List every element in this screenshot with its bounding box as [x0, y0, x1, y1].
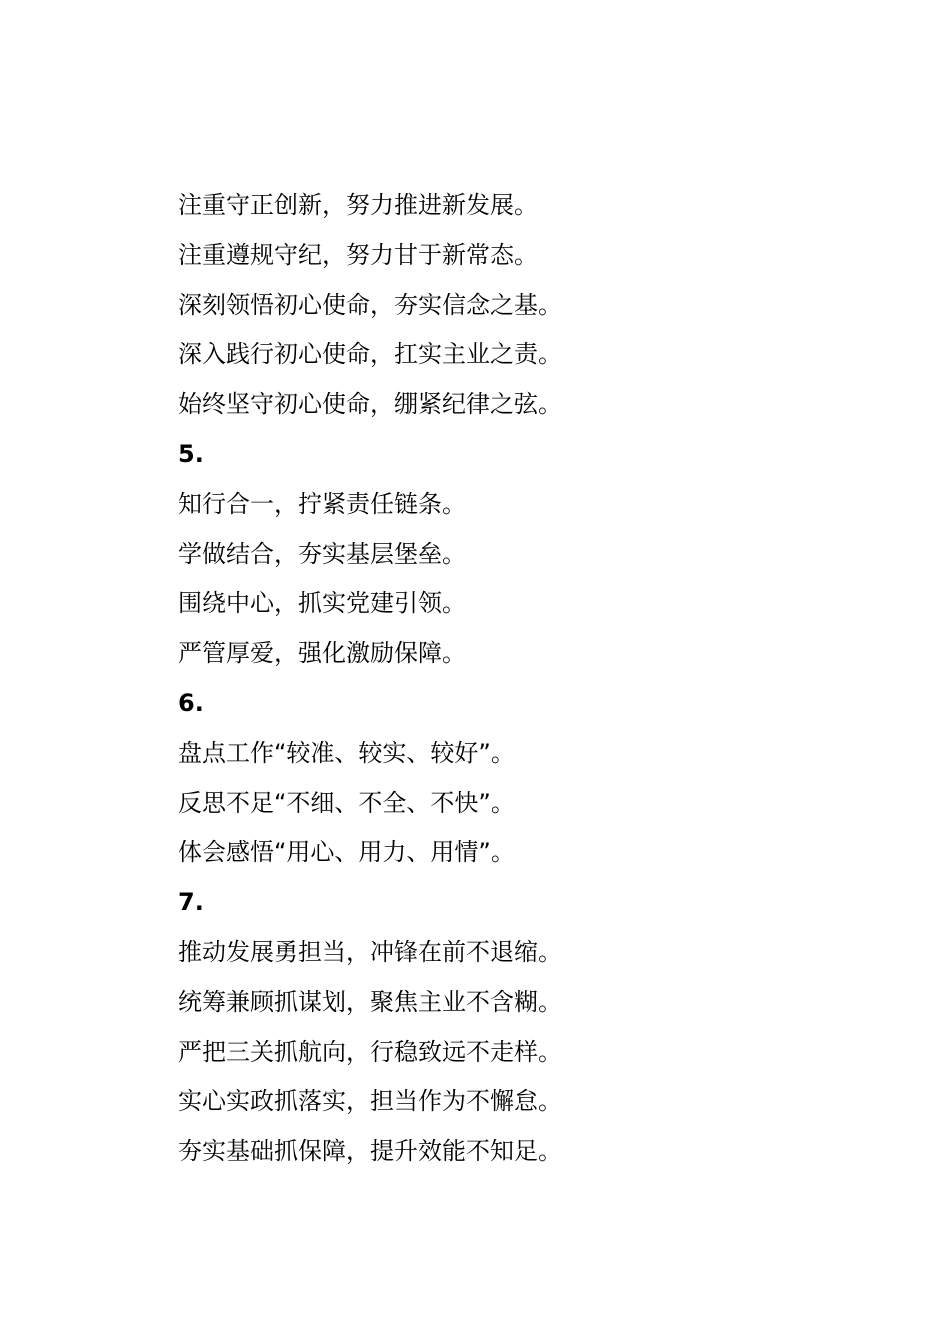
text-line: 盘点工作“较准、较实、较好”。 [178, 738, 515, 767]
text-line: 严把三关抓航向，行稳致远不走样。 [178, 1037, 562, 1066]
text-line: 反思不足“不细、不全、不快”。 [178, 788, 515, 817]
text-line: 学做结合，夯实基层堡垒。 [178, 539, 466, 568]
section-number: 5. [178, 439, 204, 468]
section-number: 6. [178, 688, 204, 717]
text-line: 始终坚守初心使命，绷紧纪律之弦。 [178, 390, 562, 419]
document-body [178, 181, 878, 1177]
text-line: 体会感悟“用心、用力、用情”。 [178, 838, 515, 867]
text-line: 夯实基础抓保障，提升效能不知足。 [178, 1137, 562, 1166]
text-line: 围绕中心，抓实党建引领。 [178, 589, 466, 618]
text-line: 推动发展勇担当，冲锋在前不退缩。 [178, 937, 562, 966]
section-number: 7. [178, 888, 204, 917]
text-line: 实心实政抓落实，担当作为不懈怠。 [178, 1087, 562, 1116]
text-line: 深刻领悟初心使命，夯实信念之基。 [178, 290, 562, 319]
text-line: 严管厚爱，强化激励保障。 [178, 639, 466, 668]
text-line: 深入践行初心使命，扛实主业之责。 [178, 340, 562, 369]
text-line: 统筹兼顾抓谋划，聚焦主业不含糊。 [178, 987, 562, 1016]
text-line: 注重守正创新，努力推进新发展。 [178, 191, 538, 219]
text-line: 知行合一，拧紧责任链条。 [178, 489, 466, 518]
text-line: 注重遵规守纪，努力甘于新常态。 [178, 240, 538, 269]
